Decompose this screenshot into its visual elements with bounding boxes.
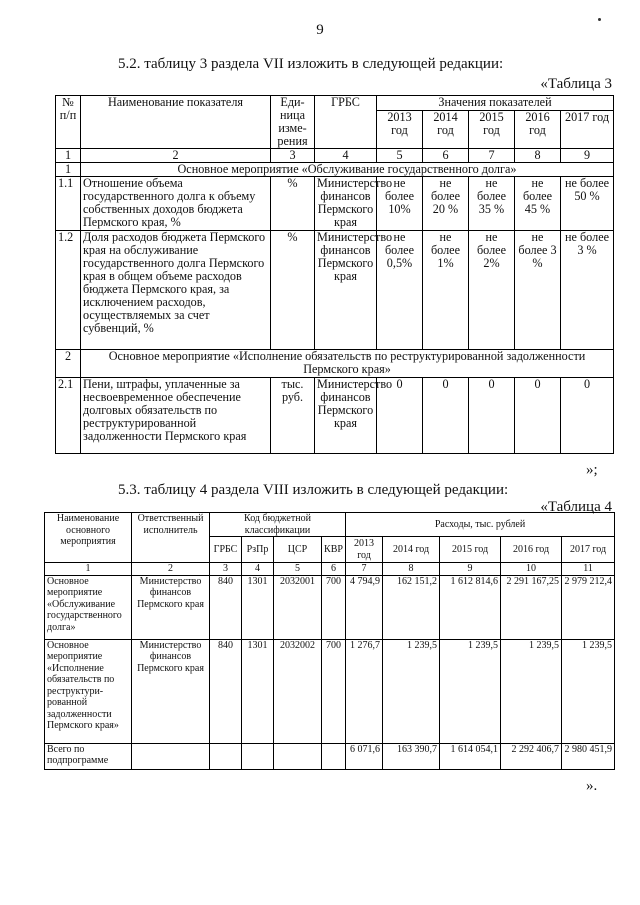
expense-2015: 1 239,5: [440, 639, 501, 743]
header-year-2015: 2015 год: [469, 110, 515, 148]
value-2016: 0: [515, 378, 561, 454]
unit-cell: %: [271, 231, 315, 350]
header-budget-code: Код бюджетной классификации: [210, 513, 346, 537]
unit-cell: тыс. руб.: [271, 378, 315, 454]
header-rzpr: РзПр: [242, 537, 274, 563]
index-cell: 8: [383, 563, 440, 576]
table-row-1-2: [56, 231, 614, 350]
section-heading-5-2: 5.2. таблицу 3 раздела VII изложить в следующей редакции:: [118, 56, 504, 72]
index-cell: 7: [469, 149, 515, 163]
header-expenses: Расходы, тыс. рублей: [346, 513, 615, 537]
header-year-2017: 2017 год: [561, 110, 614, 148]
header-unit: Еди-ница изме-рения: [271, 96, 315, 149]
responsible-cell: Министерство финансов Пермского края: [132, 575, 210, 639]
group-title: Основное мероприятие «Обслуживание государственного долга»: [81, 163, 614, 177]
expense-2014: 162 151,2: [383, 575, 440, 639]
group-title: Основное мероприятие «Исполнение обязательств по реструктурированной задолженности Пермского края»: [81, 350, 614, 378]
value-2017: не более 50 %: [561, 177, 614, 231]
scan-mark: [598, 18, 601, 21]
page-number: 9: [316, 22, 324, 38]
value-2014: не более 20 %: [423, 177, 469, 231]
header-year-2016: 2016 год: [501, 537, 562, 563]
table-4: [44, 512, 615, 770]
index-cell: 3: [210, 563, 242, 576]
closing-quote-1: »;: [586, 462, 598, 478]
index-cell: 9: [561, 149, 614, 163]
kvr-cell: 700: [322, 575, 346, 639]
total-2017: 2 980 451,9: [562, 743, 615, 769]
value-2013: 0: [377, 378, 423, 454]
index-cell: 5: [377, 149, 423, 163]
indicator-name: Пени, штрафы, уплаченные за несвоевременное обеспечение долговых обязательств по реструктурированной задолженности Пермского края: [81, 378, 271, 454]
rzpr-cell: 1301: [242, 575, 274, 639]
rzpr-cell: 1301: [242, 639, 274, 743]
csr-cell: 2032001: [274, 575, 322, 639]
header-grbs: ГРБС: [315, 96, 377, 149]
table-row: [45, 575, 615, 639]
value-2014: не более 1%: [423, 231, 469, 350]
index-cell: 1: [45, 563, 132, 576]
index-cell: 2: [132, 563, 210, 576]
section-heading-5-3: 5.3. таблицу 4 раздела VIII изложить в следующей редакции:: [118, 482, 509, 498]
total-2014: 163 390,7: [383, 743, 440, 769]
header-year-2013: 2013 год: [346, 537, 383, 563]
header-year-2013: 2013 год: [377, 110, 423, 148]
index-cell: 6: [322, 563, 346, 576]
expense-2013: 1 276,7: [346, 639, 383, 743]
value-2015: 0: [469, 378, 515, 454]
expense-2017: 2 979 212,4: [562, 575, 615, 639]
header-kvr: КВР: [322, 537, 346, 563]
header-year-2014: 2014 год: [383, 537, 440, 563]
value-2013: не более 10%: [377, 177, 423, 231]
expense-2013: 4 794,9: [346, 575, 383, 639]
total-label: Всего по подпрограмме: [45, 743, 132, 769]
table-label-3: «Таблица 3: [540, 76, 612, 92]
header-num: № п/п: [56, 96, 81, 149]
total-2013: 6 071,6: [346, 743, 383, 769]
row-num: 2.1: [56, 378, 81, 454]
expense-2015: 1 612 814,6: [440, 575, 501, 639]
indicator-name: Доля расходов бюджета Пермского края на обслуживание государственного долга Пермского края в общем объеме расходов бюджета Пермского края, за исключением расходов, осуществляемых за счет субвенций, %: [81, 231, 271, 350]
index-cell: 9: [440, 563, 501, 576]
value-2017: 0: [561, 378, 614, 454]
grbs-cell: Министерство финансов Пермского края: [315, 177, 377, 231]
index-cell: 6: [423, 149, 469, 163]
index-cell: 5: [274, 563, 322, 576]
total-2016: 2 292 406,7: [501, 743, 562, 769]
value-2014: 0: [423, 378, 469, 454]
expense-2014: 1 239,5: [383, 639, 440, 743]
expense-2017: 1 239,5: [562, 639, 615, 743]
empty-cell: [132, 743, 210, 769]
header-indicator-values: Значения показателей: [377, 96, 614, 111]
column-index-row: [56, 149, 614, 163]
index-cell: 11: [562, 563, 615, 576]
table-3: [55, 95, 614, 454]
grbs-cell: Министерство финансов Пермского края: [315, 231, 377, 350]
group-row-2: [56, 350, 614, 378]
header-responsible: Ответственный исполнитель: [132, 513, 210, 563]
header-activity-name: Наименование основного мероприятия: [45, 513, 132, 563]
index-cell: 3: [271, 149, 315, 163]
index-cell: 1: [56, 149, 81, 163]
header-grbs: ГРБС: [210, 537, 242, 563]
csr-cell: 2032002: [274, 639, 322, 743]
index-cell: 2: [81, 149, 271, 163]
index-cell: 10: [501, 563, 562, 576]
expense-2016: 1 239,5: [501, 639, 562, 743]
empty-cell: [274, 743, 322, 769]
unit-cell: %: [271, 177, 315, 231]
empty-cell: [322, 743, 346, 769]
row-num: 1.1: [56, 177, 81, 231]
indicator-name: Отношение объема государственного долга к объему собственных доходов бюджета Пермского края, %: [81, 177, 271, 231]
header-year-2015: 2015 год: [440, 537, 501, 563]
row-num: 1.2: [56, 231, 81, 350]
index-cell: 8: [515, 149, 561, 163]
responsible-cell: Министерство финансов Пермского края: [132, 639, 210, 743]
closing-quote-2: ».: [586, 778, 598, 794]
index-cell: 4: [242, 563, 274, 576]
value-2015: не более 35 %: [469, 177, 515, 231]
group-num: 1: [56, 163, 81, 177]
total-row: [45, 743, 615, 769]
header-year-2014: 2014 год: [423, 110, 469, 148]
index-cell: 4: [315, 149, 377, 163]
value-2015: не более 2%: [469, 231, 515, 350]
table-row-1-1: [56, 177, 614, 231]
header-year-2017: 2017 год: [562, 537, 615, 563]
value-2017: не более 3 %: [561, 231, 614, 350]
activity-name: Основное мероприятие «Исполнение обязательств по реструктури-рованной задолженности Пермского края»: [45, 639, 132, 743]
table-row: [45, 639, 615, 743]
index-cell: 7: [346, 563, 383, 576]
activity-name: Основное мероприятие «Обслуживание государственного долга»: [45, 575, 132, 639]
group-row-1: [56, 163, 614, 177]
empty-cell: [242, 743, 274, 769]
value-2016: не более 3 %: [515, 231, 561, 350]
grbs-cell: 840: [210, 639, 242, 743]
empty-cell: [210, 743, 242, 769]
header-indicator-name: Наименование показателя: [81, 96, 271, 149]
group-num: 2: [56, 350, 81, 378]
header-csr: ЦСР: [274, 537, 322, 563]
table-row-2-1: [56, 378, 614, 454]
grbs-cell: Министерство финансов Пермского края: [315, 378, 377, 454]
value-2016: не более 45 %: [515, 177, 561, 231]
table-label-4: «Таблица 4: [540, 499, 612, 515]
total-2015: 1 614 054,1: [440, 743, 501, 769]
expense-2016: 2 291 167,25: [501, 575, 562, 639]
kvr-cell: 700: [322, 639, 346, 743]
grbs-cell: 840: [210, 575, 242, 639]
value-2013: не более 0,5%: [377, 231, 423, 350]
column-index-row: [45, 563, 615, 576]
header-year-2016: 2016 год: [515, 110, 561, 148]
